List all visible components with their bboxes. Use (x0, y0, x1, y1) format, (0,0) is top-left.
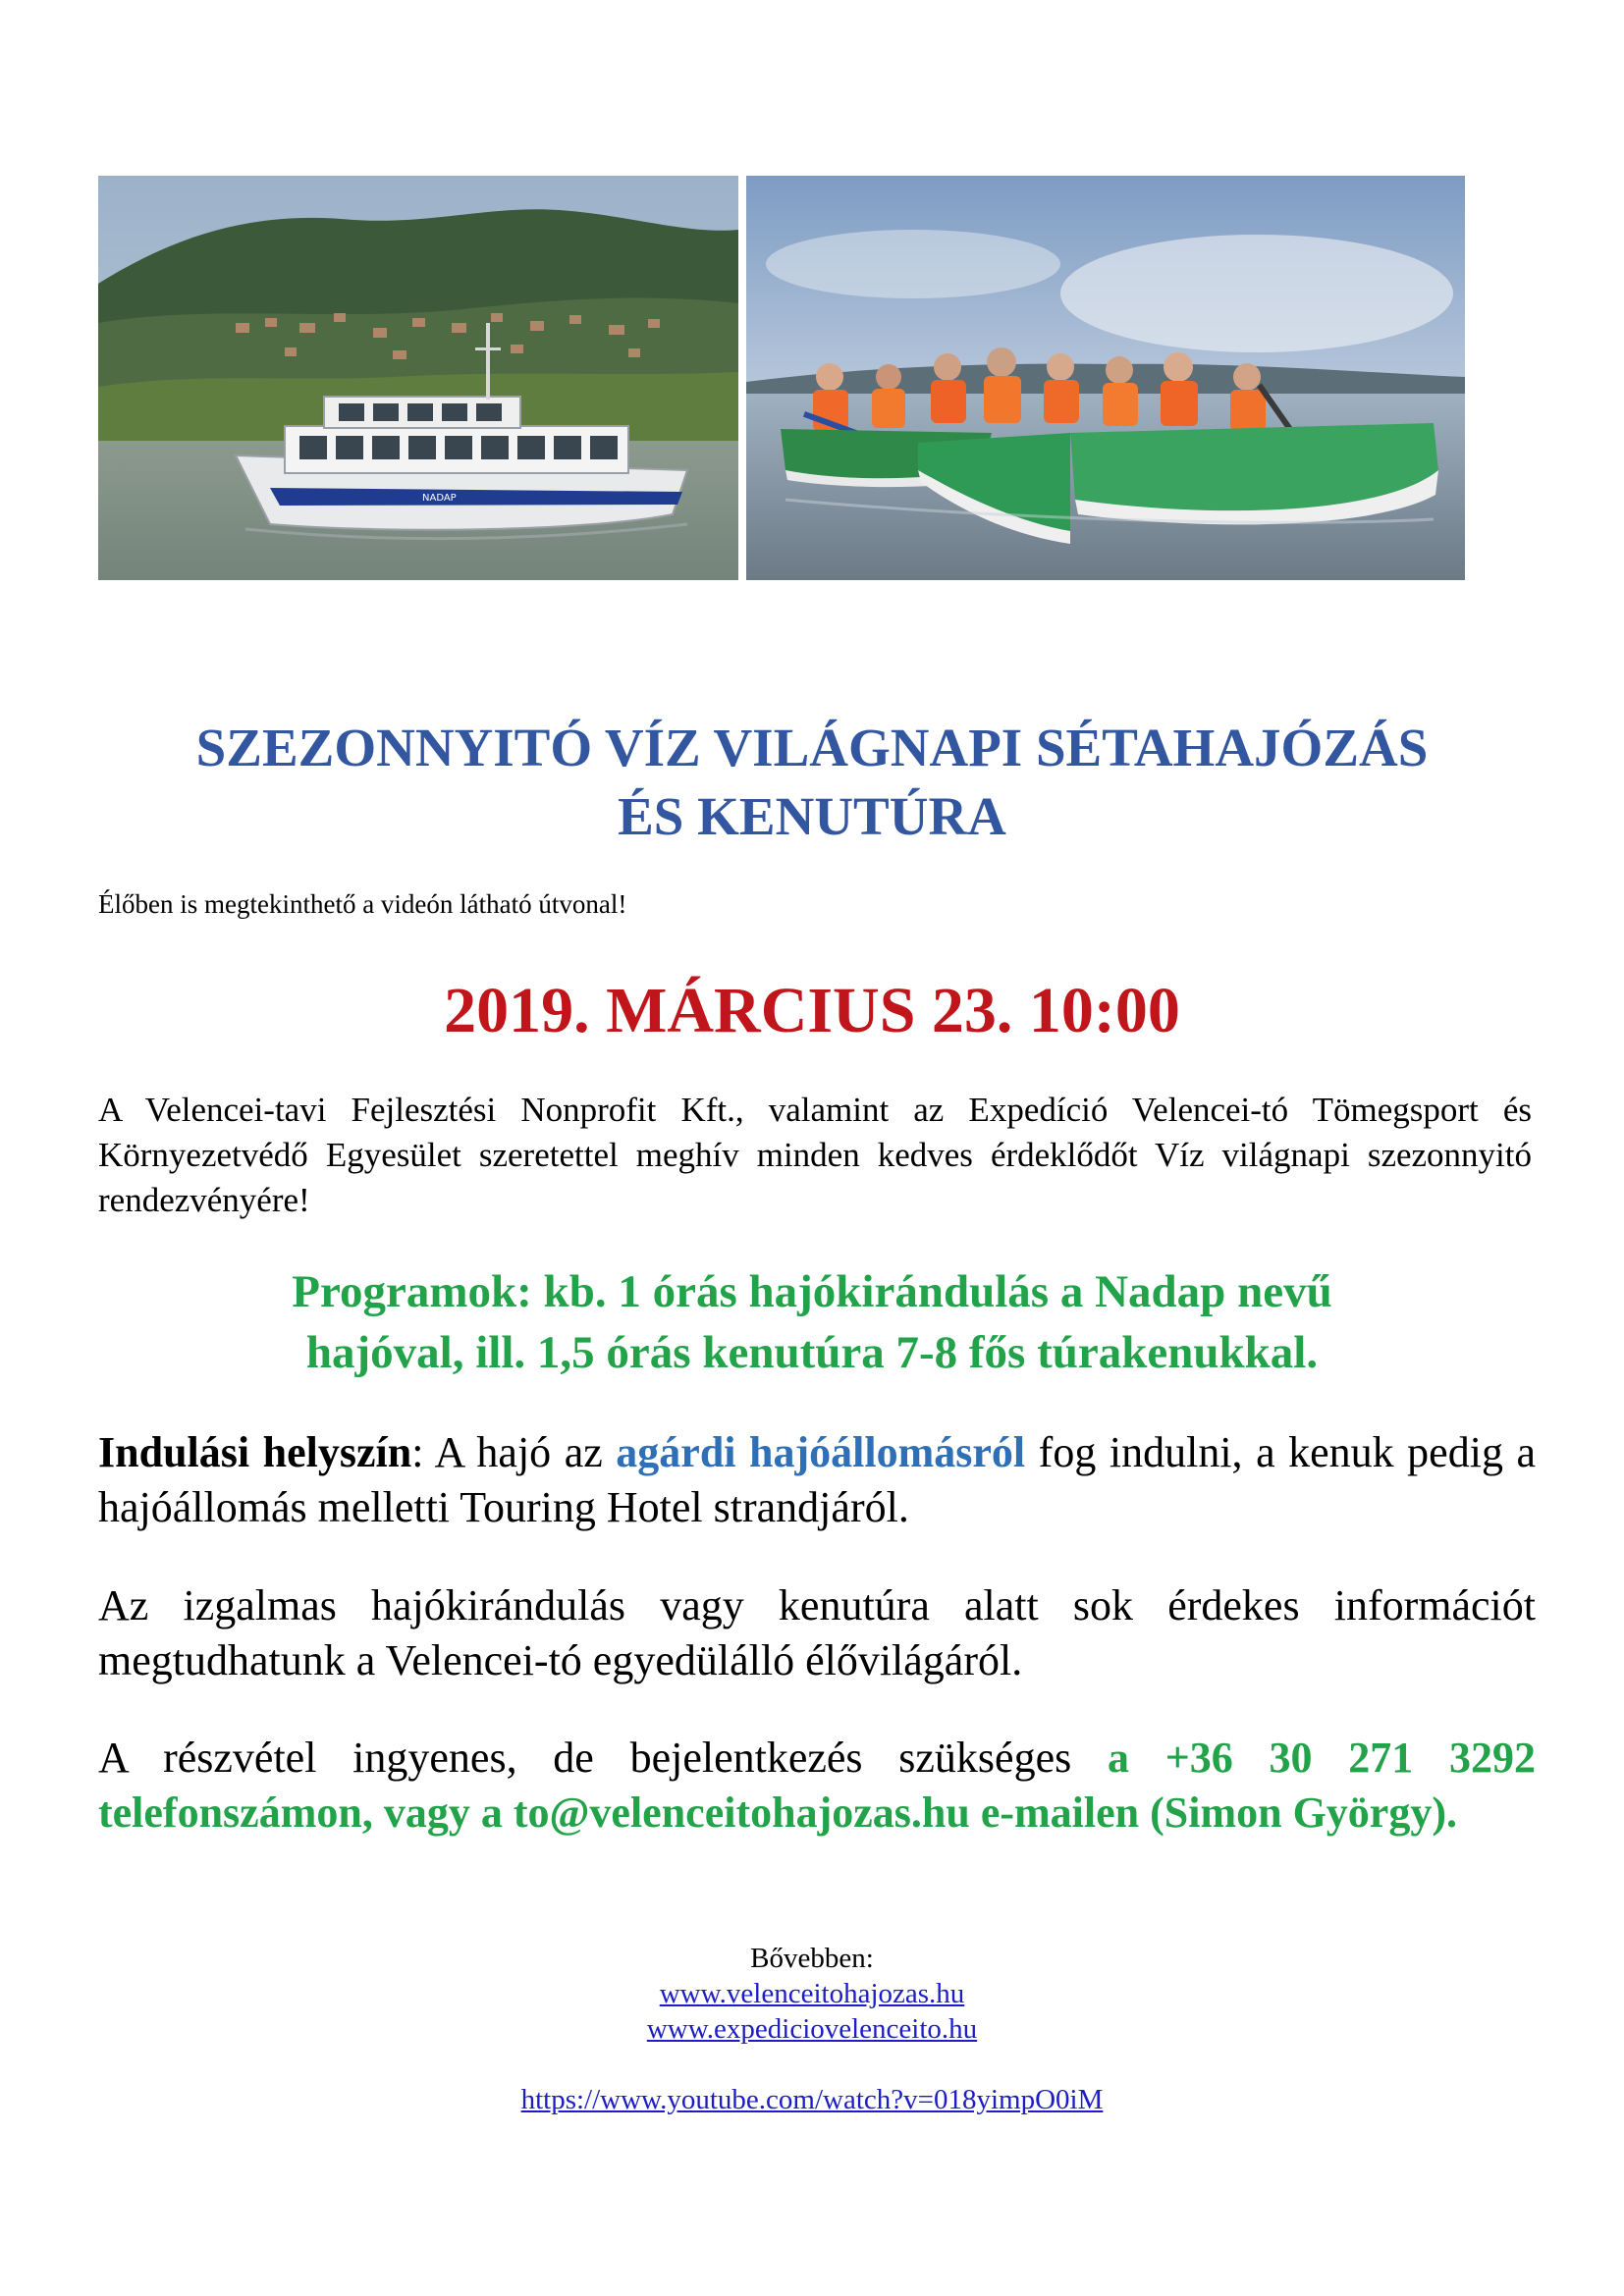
event-date: 2019. MÁRCIUS 23. 10:00 (444, 975, 1180, 1046)
intro-paragraph: A Velencei-tavi Fejlesztési Nonprofit Kft., valamint az Expedíció Velencei-tó Tömegsport és Környezetvédő Egyesület szeretettel meghív minden kedves érdeklődőt Víz világnapi szezonnyitó rendezvényére! (98, 1091, 1532, 1219)
programs-line2: hajóval, ill. 1,5 órás kenutúra 7-8 fős túrakenukkal. (305, 1327, 1319, 1378)
boat-photo (98, 176, 738, 580)
event-title-line2: ÉS KENUTÚRA (618, 786, 1006, 846)
subtitle: Élőben is megtekinthető a videón látható útvonal! (98, 889, 627, 919)
more-info-label: Bővebben: (750, 1943, 874, 1974)
boat-name-label: NADAP (422, 493, 457, 504)
location-label: Indulási helyszín (98, 1428, 412, 1476)
more-info-section (98, 1941, 1526, 2117)
programs-heading (98, 1261, 1526, 1383)
website-link-hajozas[interactable]: www.velenceitohajozas.hu (659, 1978, 965, 2009)
registration-text: A részvétel ingyenes, de bejelentkezés szükséges (98, 1734, 1108, 1782)
location-text-after: fog indulni, a kenuk pedig a hajóállomás melletti Touring Hotel strandjáról. (98, 1428, 1536, 1531)
location-text-before: : A hajó az (411, 1428, 617, 1476)
event-title-line1: SZEZONNYITÓ VÍZ VILÁGNAPI SÉTAHAJÓZÁS (195, 718, 1429, 777)
programs-line1: Programok: kb. 1 órás hajókirándulás a Nadap nevű (292, 1266, 1332, 1317)
canoe-photo (746, 176, 1465, 580)
registration-contact: a +36 30 271 3292 telefonszámon, vagy a to@velenceitohajozas.hu e-mailen (Simon György). (98, 1734, 1537, 1837)
registration-paragraph (98, 1731, 1536, 1841)
youtube-link[interactable]: https://www.youtube.com/watch?v=018yimpO0iM (520, 2084, 1104, 2115)
event-title (98, 714, 1526, 851)
location-highlight: agárdi hajóállomásról (616, 1428, 1026, 1476)
website-link-expedicio[interactable]: www.expediciovelenceito.hu (646, 2013, 978, 2045)
location-paragraph (98, 1425, 1536, 1535)
info-paragraph: Az izgalmas hajókirándulás vagy kenutúra alatt sok érdekes információt megtudhatunk a Velencei-tó egyedülálló élővilágáról. (98, 1581, 1536, 1684)
